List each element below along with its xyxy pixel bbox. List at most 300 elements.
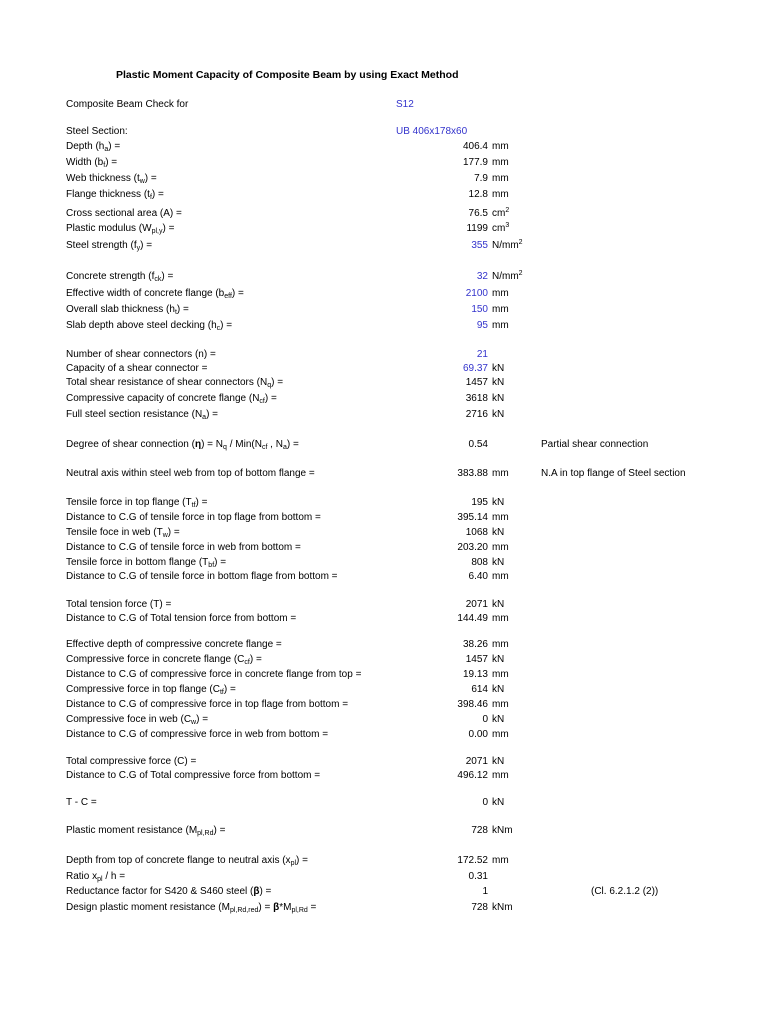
section-value: UB 406x178x60 bbox=[396, 126, 468, 137]
label-text: ) = N bbox=[201, 439, 224, 450]
row-value: 32 bbox=[476, 271, 488, 282]
label-text: Total shear resistance of shear connectors (N bbox=[66, 377, 268, 388]
row-unit bbox=[492, 303, 509, 317]
row-label bbox=[66, 239, 152, 253]
unit-text: mm bbox=[492, 571, 509, 582]
row-unit bbox=[492, 713, 504, 727]
row-label bbox=[66, 526, 180, 540]
row-unit bbox=[492, 698, 509, 712]
concrete-property-row bbox=[0, 270, 768, 284]
t-minus-c-row bbox=[0, 796, 768, 810]
row-label bbox=[66, 612, 296, 626]
tension-row bbox=[0, 526, 768, 540]
compression-row bbox=[0, 638, 768, 652]
row-value: 76.5 bbox=[468, 208, 488, 219]
label-subscript: f bbox=[103, 162, 106, 169]
row-value: 0.54 bbox=[468, 439, 488, 450]
label-text: Degree of shear connection ( bbox=[66, 439, 195, 450]
label-subscript: pl,Rd bbox=[197, 830, 214, 837]
row-unit bbox=[492, 362, 504, 376]
label-subscript: pl,Rd bbox=[291, 907, 308, 914]
row-unit bbox=[492, 668, 509, 682]
label-text: ) = bbox=[167, 527, 180, 538]
unit-text: kN bbox=[492, 599, 505, 610]
row-label bbox=[66, 824, 225, 838]
label-text: / Min(N bbox=[226, 439, 262, 450]
row-unit: mm bbox=[492, 468, 509, 479]
row-value: 383.88 bbox=[457, 468, 488, 479]
row-unit bbox=[492, 556, 504, 570]
label-subscript: a bbox=[282, 444, 287, 451]
steel-property-row bbox=[0, 172, 768, 186]
label-subscript: y bbox=[136, 245, 141, 252]
sheet-title: Plastic Moment Capacity of Composite Beam by using Exact Method bbox=[116, 69, 459, 81]
unit-text: mm bbox=[492, 512, 509, 523]
label-text: Plastic modulus (W bbox=[66, 223, 152, 234]
row-value: 808 bbox=[471, 557, 488, 568]
label-text: Number of shear connectors (n) = bbox=[66, 349, 216, 360]
steel-property-row bbox=[0, 156, 768, 170]
label-text: / h = bbox=[102, 871, 126, 882]
unit-text: mm bbox=[492, 699, 509, 710]
row-value: 95 bbox=[476, 320, 488, 331]
row-unit bbox=[492, 188, 509, 202]
row-label bbox=[66, 698, 348, 712]
row-value: 1068 bbox=[465, 527, 488, 538]
label-text: Plastic moment resistance (M bbox=[66, 825, 198, 836]
label-text: ) = bbox=[296, 855, 308, 866]
design-row bbox=[0, 854, 768, 868]
total-tension-row bbox=[0, 598, 768, 612]
unit-text: kN bbox=[492, 363, 505, 374]
label-text: Depth from top of concrete flange to neutral axis (x bbox=[66, 855, 291, 866]
unit-superscript: 2 bbox=[518, 270, 523, 277]
label-text: Web thickness (t bbox=[66, 173, 140, 184]
label-text: Distance to C.G of compressive force in web from bottom = bbox=[66, 729, 329, 740]
label-subscript: pl,y bbox=[151, 228, 163, 235]
compression-row bbox=[0, 653, 768, 667]
unit-text: kN bbox=[492, 393, 505, 404]
label-text: Width (b bbox=[66, 157, 104, 168]
label-text: ) = bbox=[259, 886, 272, 897]
unit-superscript: 2 bbox=[518, 239, 523, 246]
row-label bbox=[66, 348, 216, 362]
label-text: Full steel section resistance (N bbox=[66, 409, 203, 420]
total-compression-row bbox=[0, 755, 768, 769]
row-unit bbox=[492, 598, 504, 612]
label-subscript: t bbox=[174, 309, 177, 316]
label-text: = bbox=[307, 902, 317, 913]
row-value: 614 bbox=[471, 684, 488, 695]
label-subscript: pl,Rd,red bbox=[229, 907, 259, 914]
tension-row bbox=[0, 496, 768, 510]
row-value: 0 bbox=[482, 797, 488, 808]
row-label bbox=[66, 870, 125, 884]
unit-text: kN bbox=[492, 654, 505, 665]
row-label bbox=[66, 188, 164, 202]
label-text: Compressive force in concrete flange (C bbox=[66, 654, 245, 665]
check-row bbox=[0, 98, 768, 112]
row-label bbox=[66, 207, 182, 221]
label-subscript: tf bbox=[219, 689, 224, 696]
unit-text: mm bbox=[492, 288, 509, 299]
label-text: Overall slab thickness (h bbox=[66, 304, 175, 315]
label-subscript: tf bbox=[191, 502, 196, 509]
plastic-moment-row bbox=[0, 824, 768, 838]
unit-text: mm bbox=[492, 320, 509, 331]
shear-connector-row bbox=[0, 392, 768, 406]
row-label bbox=[66, 769, 320, 783]
row-value: 172.52 bbox=[457, 855, 488, 866]
label-text: ) = bbox=[151, 189, 164, 200]
unit-text: cm bbox=[492, 208, 506, 219]
row-unit bbox=[492, 287, 509, 301]
shear-connector-row bbox=[0, 408, 768, 422]
row-note: Partial shear connection bbox=[541, 439, 649, 450]
row-label: Neutral axis within steel web from top of bottom flange = bbox=[66, 468, 315, 479]
label-subscript: cf bbox=[244, 659, 250, 666]
unit-superscript: 2 bbox=[505, 207, 510, 214]
row-value: 69.37 bbox=[462, 363, 488, 374]
label-text: Total tension force (T) = bbox=[66, 599, 172, 610]
row-unit bbox=[492, 140, 509, 154]
label-subscript: f bbox=[149, 194, 152, 201]
row-unit bbox=[492, 854, 509, 868]
unit-text: mm bbox=[492, 669, 509, 680]
unit-text: kN bbox=[492, 684, 505, 695]
row-label bbox=[66, 156, 117, 170]
unit-text: mm bbox=[492, 189, 509, 200]
label-text: , N bbox=[267, 439, 283, 450]
row-label bbox=[66, 392, 277, 406]
row-label bbox=[66, 222, 174, 236]
label-text: ) = bbox=[271, 377, 284, 388]
row-unit bbox=[492, 653, 504, 667]
label-text: ) = bbox=[144, 173, 157, 184]
row-value: 6.40 bbox=[468, 571, 488, 582]
tension-row bbox=[0, 556, 768, 570]
label-subscript: ck bbox=[154, 276, 162, 283]
row-label bbox=[66, 376, 283, 390]
label-text: Distance to C.G of Total compressive force from bottom = bbox=[66, 770, 321, 781]
row-value: 2071 bbox=[465, 756, 488, 767]
label-text: ) = bbox=[220, 320, 233, 331]
row-label bbox=[66, 140, 120, 154]
row-unit bbox=[492, 496, 504, 510]
row-unit bbox=[492, 541, 509, 555]
label-text: Design plastic moment resistance (M bbox=[66, 902, 230, 913]
degree-of-shear-row bbox=[0, 438, 768, 452]
label-subscript: q bbox=[267, 382, 272, 389]
row-note: (Cl. 6.2.1.2 (2)) bbox=[591, 886, 659, 897]
label-text: Ratio x bbox=[66, 871, 98, 882]
label-subscript: q bbox=[223, 444, 227, 451]
row-value: 398.46 bbox=[457, 699, 488, 710]
label-text: Effective depth of compressive concrete flange = bbox=[66, 639, 282, 650]
row-value: 1457 bbox=[465, 377, 488, 388]
label-text: Reductance factor for S420 & S460 steel ( bbox=[66, 886, 254, 897]
row-value: 728 bbox=[471, 902, 488, 913]
row-value: 0 bbox=[482, 714, 488, 725]
design-row bbox=[0, 870, 768, 884]
row-value: 0.00 bbox=[468, 729, 488, 740]
row-value: 177.9 bbox=[462, 157, 488, 168]
label-text: Effective width of concrete flange (b bbox=[66, 288, 225, 299]
unit-text: mm bbox=[492, 304, 509, 315]
row-unit bbox=[492, 755, 504, 769]
row-value: 19.13 bbox=[462, 669, 488, 680]
design-row bbox=[0, 901, 768, 915]
steel-property-row bbox=[0, 222, 768, 236]
unit-text: kN bbox=[492, 527, 505, 538]
label-subscript: w bbox=[162, 532, 168, 539]
row-unit bbox=[492, 392, 504, 406]
unit-text: kN bbox=[492, 497, 505, 508]
unit-text: kNm bbox=[492, 825, 513, 836]
row-value: 203.20 bbox=[457, 542, 488, 553]
row-label bbox=[66, 556, 226, 570]
total-compression-row bbox=[0, 769, 768, 783]
row-value: 1199 bbox=[466, 223, 488, 234]
concrete-property-row bbox=[0, 303, 768, 317]
row-value: 2071 bbox=[465, 599, 488, 610]
label-subscript: bf bbox=[208, 562, 215, 569]
unit-text: mm bbox=[492, 729, 509, 740]
row-label bbox=[66, 438, 299, 452]
label-text: ) = bbox=[214, 557, 227, 568]
label-subscript: cf bbox=[259, 398, 265, 405]
label-text: Slab depth above steel decking (h bbox=[66, 320, 217, 331]
label-text: ) = bbox=[140, 240, 153, 251]
unit-text: mm bbox=[492, 770, 509, 781]
unit-text: kN bbox=[492, 409, 505, 420]
label-text: Concrete strength (f bbox=[66, 271, 155, 282]
row-label bbox=[66, 287, 244, 301]
row-value: 1457 bbox=[465, 654, 488, 665]
label-text: Steel strength (f bbox=[66, 240, 137, 251]
compression-row bbox=[0, 728, 768, 742]
row-label bbox=[66, 511, 321, 525]
compression-row bbox=[0, 668, 768, 682]
unit-text: kN bbox=[492, 377, 505, 388]
tension-row bbox=[0, 541, 768, 555]
row-unit bbox=[492, 319, 509, 333]
unit-text: mm bbox=[492, 855, 509, 866]
label-text: ) = bbox=[195, 497, 208, 508]
row-label bbox=[66, 172, 157, 186]
row-value: 355 bbox=[471, 240, 488, 251]
row-value: 12.8 bbox=[468, 189, 488, 200]
label-text: Flange thickness (t bbox=[66, 189, 150, 200]
label-text: ) = bbox=[196, 714, 209, 725]
row-unit bbox=[492, 239, 523, 253]
shear-connector-row bbox=[0, 376, 768, 390]
label-subscript: eff bbox=[224, 293, 232, 300]
label-subscript: c bbox=[216, 325, 221, 332]
row-unit bbox=[492, 824, 513, 838]
row-value: 395.14 bbox=[457, 512, 488, 523]
unit-text: kN bbox=[492, 756, 505, 767]
unit-text: mm bbox=[492, 613, 509, 624]
row-value: 150 bbox=[471, 304, 488, 315]
tension-row bbox=[0, 511, 768, 525]
row-value: 0.31 bbox=[468, 871, 488, 882]
row-label bbox=[66, 683, 236, 697]
label-text: Distance to C.G of compressive force in concrete flange from top = bbox=[66, 669, 362, 680]
section-row bbox=[0, 125, 768, 139]
label-text: ) = bbox=[161, 271, 174, 282]
beta-symbol: β bbox=[253, 886, 260, 897]
row-unit bbox=[492, 270, 523, 284]
label-text: Depth (h bbox=[66, 141, 105, 152]
label-text: ) = bbox=[249, 654, 262, 665]
label-text: Tensile foce in web (T bbox=[66, 527, 163, 538]
label-text: Compressive foce in web (C bbox=[66, 714, 192, 725]
row-unit bbox=[492, 901, 513, 915]
row-label bbox=[66, 885, 271, 899]
row-label bbox=[66, 408, 218, 422]
row-label bbox=[66, 303, 189, 317]
row-label bbox=[66, 638, 282, 652]
label-text: ) = bbox=[286, 439, 299, 450]
label-text: ) = bbox=[206, 409, 219, 420]
label-text: *M bbox=[279, 902, 292, 913]
row-label bbox=[66, 362, 207, 376]
row-value: 406.4 bbox=[462, 141, 488, 152]
design-row bbox=[0, 885, 768, 899]
label-subscript: w bbox=[191, 719, 197, 726]
label-text: Distance to C.G of compressive force in top flage from bottom = bbox=[66, 699, 349, 710]
label-subscript: cf bbox=[261, 444, 268, 451]
row-label bbox=[66, 598, 171, 612]
shear-connector-row bbox=[0, 362, 768, 376]
label-text: Distance to C.G of tensile force in top flage from bottom = bbox=[66, 512, 321, 523]
eta-symbol: η bbox=[194, 439, 202, 450]
compression-row bbox=[0, 698, 768, 712]
label-subscript: pl bbox=[97, 876, 103, 883]
row-unit bbox=[492, 526, 504, 540]
steel-property-row bbox=[0, 239, 768, 253]
label-text: Cross sectional area (A) = bbox=[66, 208, 182, 219]
label-text: Capacity of a shear connector = bbox=[66, 363, 208, 374]
shear-connector-row bbox=[0, 348, 768, 362]
row-value: 7.9 bbox=[474, 173, 488, 184]
row-unit bbox=[492, 172, 509, 186]
steel-property-row bbox=[0, 140, 768, 154]
section-label: Steel Section: bbox=[66, 126, 128, 137]
label-subscript: a bbox=[202, 414, 207, 421]
row-unit bbox=[492, 156, 509, 170]
row-unit bbox=[492, 570, 509, 584]
row-label bbox=[66, 319, 232, 333]
row-value: 195 bbox=[471, 497, 488, 508]
row-label bbox=[66, 755, 196, 769]
unit-text: mm bbox=[492, 173, 509, 184]
label-text: ) = bbox=[108, 141, 121, 152]
steel-property-row bbox=[0, 207, 768, 221]
label-text: Total compressive force (C) = bbox=[66, 756, 197, 767]
compression-row bbox=[0, 683, 768, 697]
label-text: Distance to C.G of Total tension force from bottom = bbox=[66, 613, 297, 624]
row-value: 2100 bbox=[465, 288, 488, 299]
unit-text: kN bbox=[492, 557, 505, 568]
unit-text: mm bbox=[492, 141, 509, 152]
unit-text: kN bbox=[492, 714, 505, 725]
label-text: Compressive capacity of concrete flange (N bbox=[66, 393, 260, 404]
unit-text: N/mm bbox=[492, 240, 519, 251]
label-text: ) = bbox=[258, 902, 274, 913]
steel-property-row bbox=[0, 188, 768, 202]
row-label: T - C = bbox=[66, 797, 97, 808]
row-value: 144.49 bbox=[457, 613, 488, 624]
row-value: 496.12 bbox=[457, 770, 488, 781]
row-label bbox=[66, 570, 338, 584]
label-text: ) = bbox=[223, 684, 236, 695]
unit-text: cm bbox=[492, 223, 506, 234]
row-unit bbox=[492, 376, 504, 390]
row-unit bbox=[492, 683, 504, 697]
unit-text: N/mm bbox=[492, 271, 519, 282]
row-value: 728 bbox=[471, 825, 488, 836]
unit-text: mm bbox=[492, 542, 509, 553]
unit-superscript: 3 bbox=[505, 222, 510, 229]
row-unit: kN bbox=[492, 797, 505, 808]
row-label bbox=[66, 668, 361, 682]
compression-row bbox=[0, 713, 768, 727]
label-subscript: w bbox=[139, 178, 145, 185]
row-label bbox=[66, 728, 328, 742]
label-text: ) = bbox=[213, 825, 226, 836]
beta-symbol: β bbox=[273, 902, 280, 913]
row-note: N.A in top flange of Steel section bbox=[541, 468, 686, 479]
row-label bbox=[66, 653, 262, 667]
label-text: Tensile force in top flange (T bbox=[66, 497, 192, 508]
row-unit bbox=[492, 638, 509, 652]
row-unit bbox=[492, 728, 509, 742]
label-text: ) = bbox=[162, 223, 175, 234]
label-text: Compressive force in top flange (C bbox=[66, 684, 220, 695]
check-label: Composite Beam Check for bbox=[66, 99, 189, 110]
check-value: S12 bbox=[396, 99, 414, 110]
row-unit bbox=[492, 769, 509, 783]
tension-row bbox=[0, 570, 768, 584]
label-text: Distance to C.G of tensile force in web from bottom = bbox=[66, 542, 301, 553]
row-label bbox=[66, 901, 316, 915]
label-text: Tensile force in bottom flange (T bbox=[66, 557, 209, 568]
label-text: ) = bbox=[231, 288, 244, 299]
row-value: 2716 bbox=[465, 409, 488, 420]
row-unit bbox=[492, 408, 504, 422]
row-unit bbox=[492, 222, 509, 236]
concrete-property-row bbox=[0, 319, 768, 333]
row-unit bbox=[492, 207, 509, 221]
row-label bbox=[66, 541, 301, 555]
label-text: ) = bbox=[176, 304, 189, 315]
row-unit bbox=[492, 511, 509, 525]
label-subscript: a bbox=[104, 146, 109, 153]
label-text: Distance to C.G of tensile force in bottom flage from bottom = bbox=[66, 571, 338, 582]
unit-text: kNm bbox=[492, 902, 513, 913]
row-unit bbox=[492, 612, 509, 626]
row-label bbox=[66, 854, 308, 868]
row-value: 1 bbox=[482, 886, 488, 897]
row-value: 38.26 bbox=[462, 639, 488, 650]
unit-text: mm bbox=[492, 639, 509, 650]
unit-text: mm bbox=[492, 157, 509, 168]
label-text: ) = bbox=[264, 393, 277, 404]
label-text: ) = bbox=[105, 157, 118, 168]
row-label bbox=[66, 496, 207, 510]
